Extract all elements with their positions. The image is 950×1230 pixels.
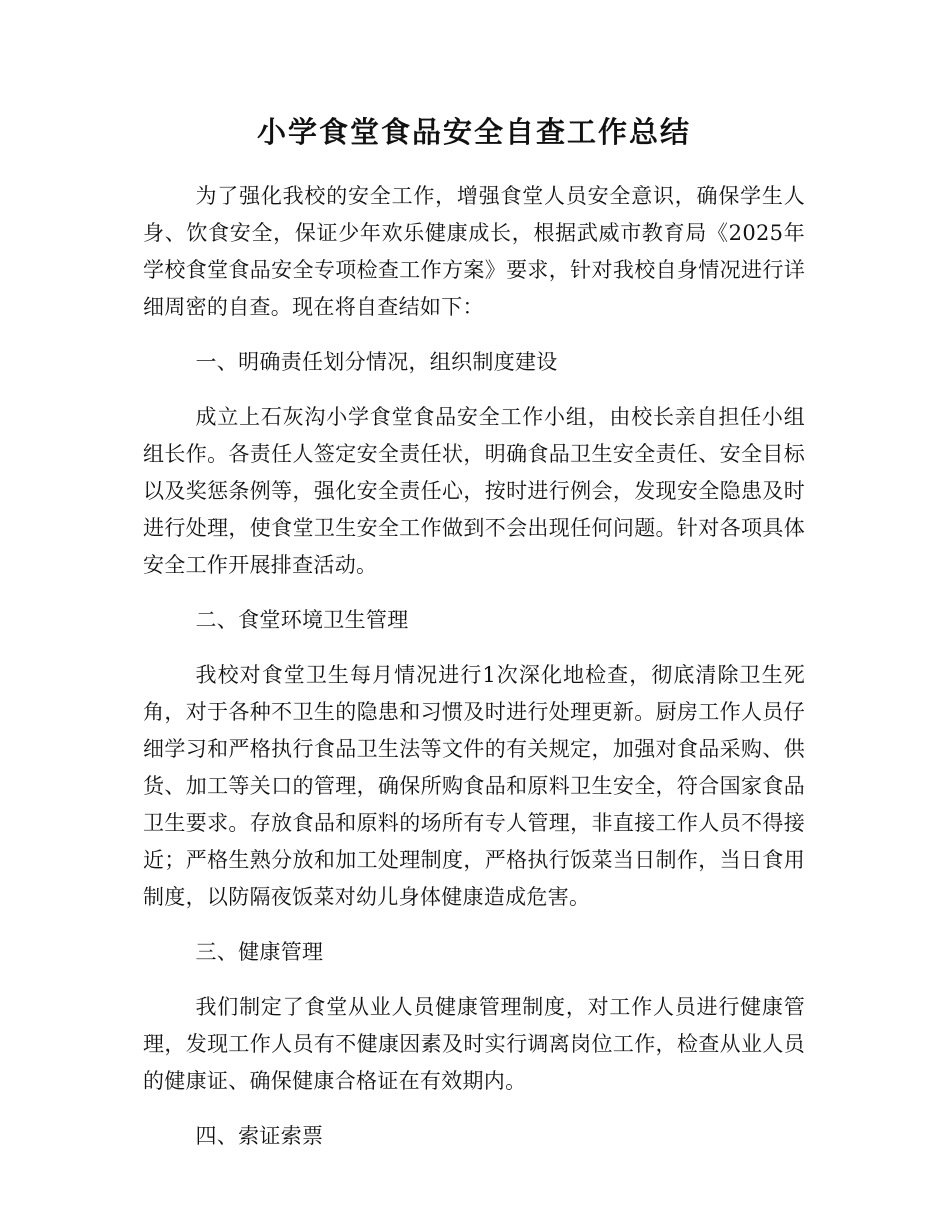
section-1-body: 成立上石灰沟小学食堂食品安全工作小组，由校长亲自担任小组组长作。各责任人签定安全责任状，明确食品卫生安全责任、安全目标以及奖惩条例等，强化安全责任心，按时进行例会，发现安全隐患及时进行处理，使食堂卫生安全工作做到不会出现任何问题。针对各项具体安全工作开展排查活动。 — [143, 405, 805, 577]
section-2-heading: 二、食堂环境卫生管理 — [195, 608, 409, 632]
intro-paragraph: 为了强化我校的安全工作，增强食堂人员安全意识，确保学生人身、饮食安全，保证少年欢乐健康成长，根据武威市教育局《2025年学校食堂食品安全专项检查工作方案》要求，针对我校自身情况进行详细周密的自查。现在将自查结如下： — [143, 184, 805, 319]
document-content — [143, 110, 805, 1173]
section-4-heading: 四、索证索票 — [195, 1124, 324, 1148]
section-2-body: 我校对食堂卫生每月情况进行1次深化地检查，彻底清除卫生死角，对于各种不卫生的隐患和习惯及时进行处理更新。厨房工作人员仔细学习和严格执行食品卫生法等文件的有关规定，加强对食品采购、供货、加工等关口的管理，确保所购食品和原料卫生安全，符合国家食品卫生要求。存放食品和原料的场所有专人管理，非直接工作人员不得接近；严格生熟分放和加工处理制度，严格执行饭菜当日制作，当日食用制度，以防隔夜饭菜对幼儿身体健康造成危害。 — [143, 663, 805, 909]
section-3-heading: 三、健康管理 — [195, 940, 324, 964]
section-3-body: 我们制定了食堂从业人员健康管理制度，对工作人员进行健康管理，发现工作人员有不健康因素及时实行调离岗位工作，检查从业人员的健康证、确保健康合格证在有效期内。 — [143, 995, 805, 1093]
document-title: 小学食堂食品安全自查工作总结 — [256, 115, 691, 149]
section-1-heading: 一、明确责任划分情况，组织制度建设 — [195, 350, 558, 374]
